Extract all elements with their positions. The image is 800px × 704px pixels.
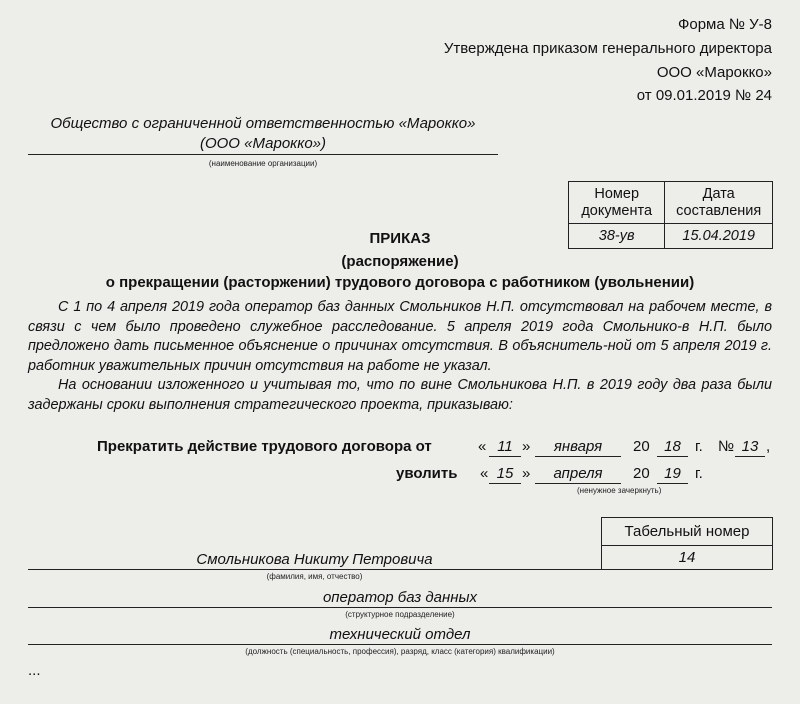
termination-year-suffix: г. [695, 438, 703, 455]
personnel-number-header: Табельный номер [602, 518, 773, 546]
order-description: о прекращении (расторжении) трудового договора с работником (увольнении) [105, 274, 695, 291]
organization-caption: (наименование организации) [208, 159, 318, 168]
employee-name-caption: (фамилия, имя, отчество) [266, 572, 363, 581]
employee-position: технический отдел [329, 626, 471, 643]
termination-year: 18 [657, 438, 688, 457]
employee-department: оператор баз данных [322, 589, 478, 606]
body-paragraph-2: На основании изложенного и учитывая то, что по вине Смольникова Н.П. в 2019 году два раза были задержаны сроки выполнения стратегического проекта, приказываю: [28, 377, 772, 413]
dismiss-label: уволить [396, 465, 458, 482]
employee-department-underline [28, 607, 772, 608]
employee-position-caption: (должность (специальность, профессия), разряд, класс (категория) квалификации) [245, 647, 555, 656]
order-subtitle: (распоряжение) [341, 253, 459, 270]
form-label: Форма № У-8 [677, 16, 772, 33]
termination-month: января [535, 438, 621, 457]
dismiss-quote-close: » [522, 465, 531, 482]
termination-number: 13 [735, 438, 765, 457]
company-short-header: ООО «Марокко» [656, 64, 772, 81]
doc-date-value: 15.04.2019 [665, 224, 773, 249]
dismiss-note: (ненужное зачеркнуть) [577, 486, 662, 495]
approval-date: от 09.01.2019 № 24 [636, 87, 772, 104]
approved-line: Утверждена приказом генерального директора [443, 40, 772, 57]
dismiss-year-suffix: г. [695, 465, 703, 482]
employee-name-underline [28, 569, 601, 570]
body-paragraph-1: С 1 по 4 апреля 2019 года оператор баз данных Смольников Н.П. отсутствовал на рабочем месте, в связи с чем было проведено служебное расследование. 5 апреля 2019 года Смольнико-в Н.П. было предложено дать письменное объяснение о причинах отсутствия. В объяснитель-ной от 5 апреля 2019 г. работник уважительных причин отсутствия на работе не указал. [28, 299, 772, 374]
employee-department-caption: (структурное подразделение) [345, 610, 455, 619]
employee-name: Смольникова Никиту Петровича [196, 551, 433, 568]
doc-number-value: 38-ув [569, 224, 665, 249]
personnel-number-value: 14 [602, 546, 773, 570]
personnel-number-table [601, 517, 773, 570]
termination-comma: , [766, 438, 771, 455]
dismiss-quote-open: « [480, 465, 489, 482]
dismiss-day: 15 [489, 465, 521, 484]
termination-number-label: № [718, 438, 735, 455]
doc-date-header: Дата составления [665, 182, 773, 224]
termination-day: 11 [489, 438, 521, 457]
dismiss-month: апреля [535, 465, 621, 484]
doc-number-header: Номер документа [569, 182, 665, 224]
ellipsis: ... [28, 662, 41, 679]
employee-position-underline [28, 644, 772, 645]
termination-quote-close: » [522, 438, 531, 455]
organization-short-name: (ООО «Марокко») [199, 135, 327, 152]
termination-century: 20 [633, 438, 650, 455]
organization-underline [28, 154, 498, 155]
dismiss-year: 19 [657, 465, 688, 484]
order-title: ПРИКАЗ [369, 230, 431, 247]
termination-label: Прекратить действие трудового договора от [97, 438, 432, 455]
dismiss-century: 20 [633, 465, 650, 482]
termination-quote-open: « [478, 438, 487, 455]
organization-full-name: Общество с ограниченной ответственностью «Марокко» [50, 115, 476, 132]
order-body [28, 298, 772, 415]
